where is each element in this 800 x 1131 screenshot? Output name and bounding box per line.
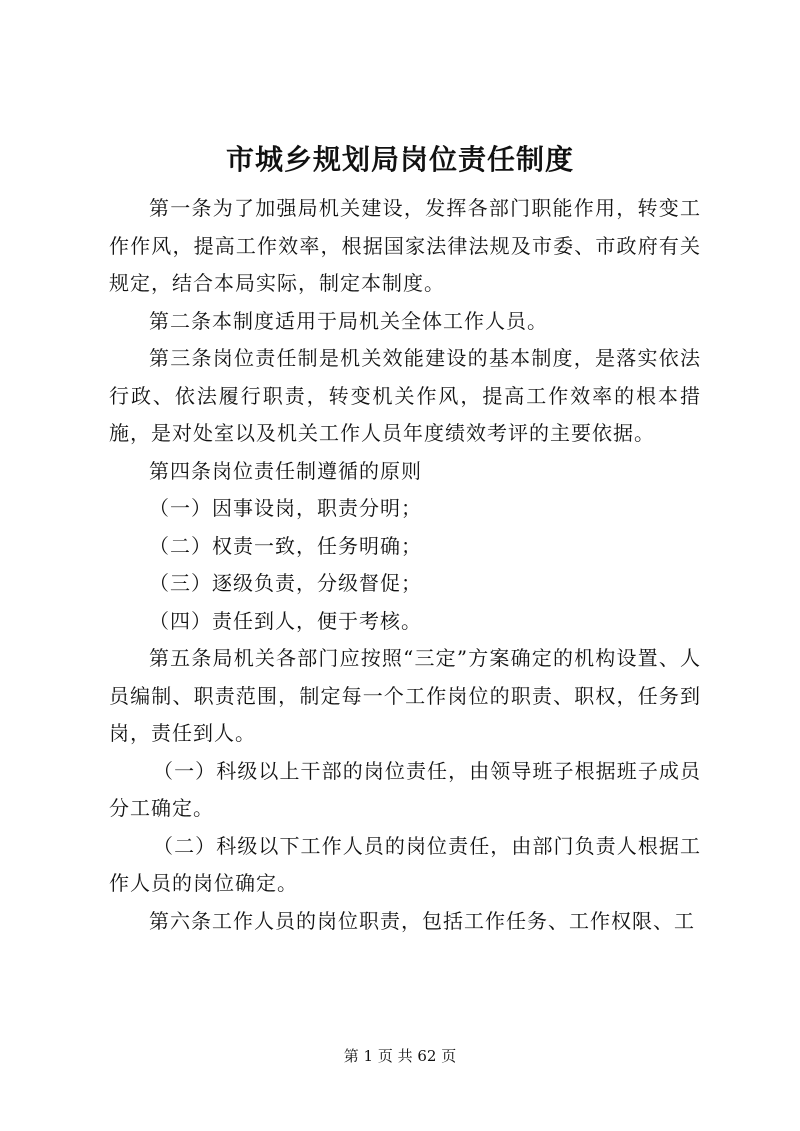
document-title: 市城乡规划局岗位责任制度 <box>225 143 574 176</box>
article-5-paragraph: 第五条局机关各部门应按照“三定”方案确定的机构设置、人员编制、职责范围，制定每一个工作岗位的职责、职权，任务到岗，责任到人。 <box>109 646 701 745</box>
article-1-paragraph: 第一条为了加强局机关建设，发挥各部门职能作用，转变工作作风，提高工作效率，根据国家法律法规及市委、市政府有关规定，结合本局实际，制定本制度。 <box>109 196 701 295</box>
principle-item-2: （二）权责一致，任务明确； <box>149 533 422 558</box>
article-2-paragraph: 第二条本制度适用于局机关全体工作人员。 <box>149 308 548 333</box>
principle-item-1: （一）因事设岗，职责分明； <box>149 496 422 520</box>
article-5-item-1: （一）科级以上干部的岗位责任，由领导班子根据班子成员分工确定。 <box>109 758 701 820</box>
article-6-paragraph: 第六条工作人员的岗位职责，包括工作任务、工作权限、工 <box>149 908 695 933</box>
article-3-paragraph: 第三条岗位责任制是机关效能建设的基本制度，是落实依法行政、依法履行职责，转变机关作风，提高工作效率的根本措施，是对处室以及机关工作人员年度绩效考评的主要依据。 <box>109 346 701 445</box>
page-number-footer: 第 1 页 共 62 页 <box>343 1047 457 1065</box>
principle-item-4: （四）责任到人，便于考核。 <box>149 608 422 633</box>
document-body <box>109 190 701 940</box>
principle-item-3: （三）逐级负责，分级督促； <box>149 571 422 595</box>
article-4-paragraph: 第四条岗位责任制遵循的原则 <box>149 458 422 483</box>
article-5-item-2: （二）科级以下工作人员的岗位责任，由部门负责人根据工作人员的岗位确定。 <box>109 833 701 895</box>
